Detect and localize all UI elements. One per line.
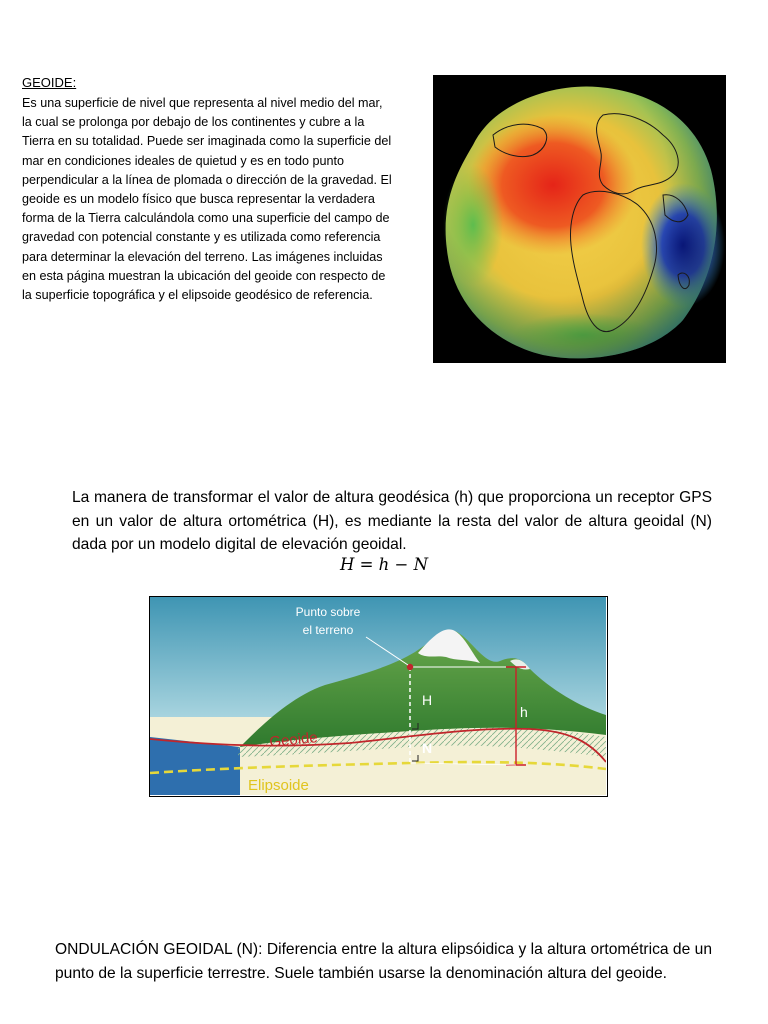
geoid-globe-graphic — [433, 75, 726, 363]
altura-transform-paragraph: La manera de transformar el valor de altura geodésica (h) que proporciona un receptor GPS en un valor de altura ortométrica (H), es mediante la resta del valor de altura geoidal (N) dada por un modelo digital de elevación geoidal. — [72, 489, 712, 553]
height-formula: H = h − N — [339, 555, 429, 574]
label-geoide: Geoide — [268, 729, 319, 751]
label-h: h — [520, 704, 528, 720]
point-label-line2: el terreno — [302, 623, 354, 637]
label-H: H — [422, 692, 433, 708]
geoid-ellipsoid-diagram — [149, 596, 608, 797]
point-label-line1: Punto sobre — [295, 605, 361, 619]
label-elipsoide: Elipsoide — [248, 777, 309, 794]
geoid-diagram-graphic — [150, 597, 606, 795]
geoide-description: Es una superficie de nivel que representa al nivel medio del mar, la cual se prolonga por debajo de los continentes y cubre a la Tierra en su totalidad. Puede ser imaginada como la superficie del mar en condiciones ideales de quietud y es en todo punto perpendicular a la línea de plomada o dirección de la gravedad. El geoide es un modelo físico que busca representar la verdadera forma de la Tierra calculándola como una superficie del campo de gravedad con potencial constante y es utilizada como referencia para determinar la elevación del terreno. Las imágenes incluidas en esta página muestran la ubicación del geoide con respecto de la superficie topográfica y el elipsoide geodésico de referencia. — [22, 96, 392, 303]
geoid-globe-image — [433, 75, 726, 363]
label-N: N — [422, 740, 433, 756]
geoide-heading: GEOIDE: — [22, 75, 77, 90]
ondulacion-geoidal-paragraph: ONDULACIÓN GEOIDAL (N): Diferencia entre la altura elipsóidica y la altura ortométrica de un punto de la superficie terrestre. Suele también usarse la denominación altura del geoide. — [55, 941, 712, 982]
